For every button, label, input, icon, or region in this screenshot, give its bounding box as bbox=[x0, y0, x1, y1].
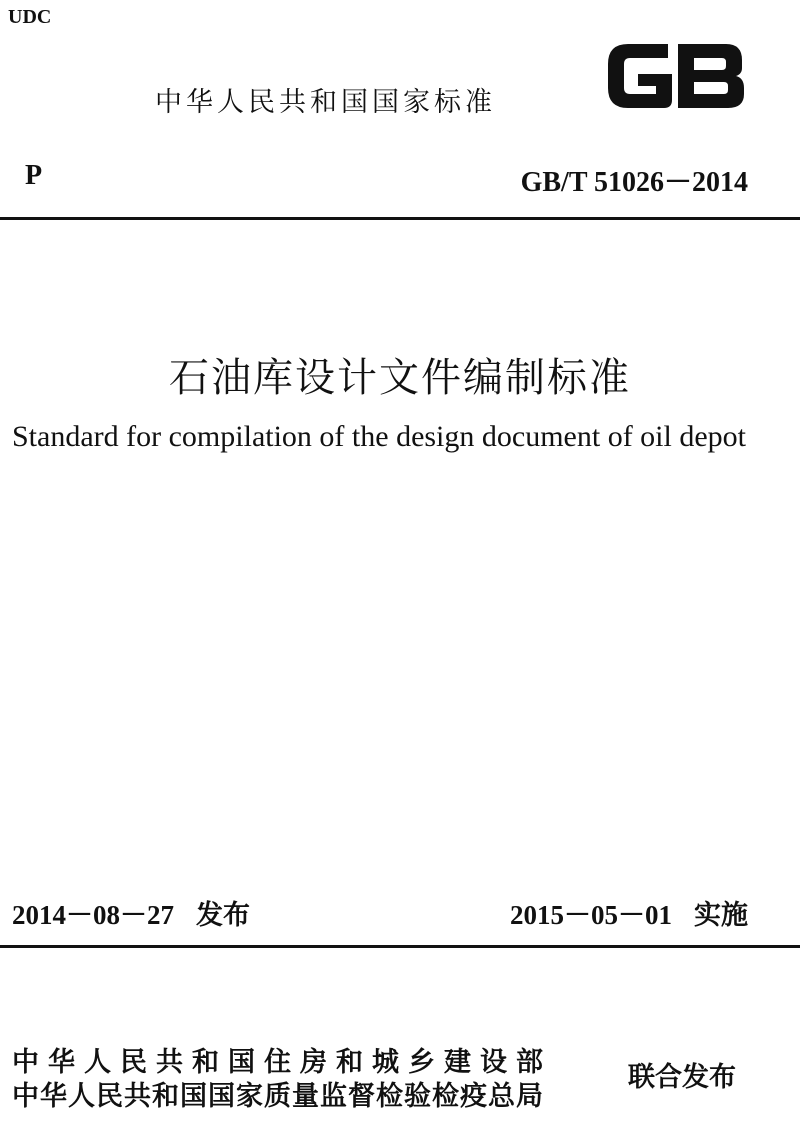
top-divider bbox=[0, 217, 800, 220]
issue-date: 2014－08－27 bbox=[12, 900, 174, 930]
bottom-divider bbox=[0, 945, 800, 948]
joint-issue-label: 联合发布 bbox=[628, 1062, 736, 1093]
issuer-aqsiq: 中华人民共和国国家质量监督检验检疫总局 bbox=[12, 1081, 544, 1112]
udc-label: UDC bbox=[8, 6, 52, 28]
gb-logo-text: GB bbox=[598, 30, 600, 31]
effective-date-line bbox=[510, 893, 748, 932]
title-chinese: 石油库设计文件编制标准 bbox=[169, 355, 631, 401]
issuer-mohurd: 中华人民共和国住房和城乡建设部 bbox=[12, 1047, 552, 1078]
effective-date: 2015－05－01 bbox=[510, 900, 672, 930]
effective-label: 实施 bbox=[694, 900, 748, 931]
title-english: Standard for compilation of the design document of oil depot bbox=[12, 420, 747, 453]
issue-date-line bbox=[12, 893, 250, 932]
national-standard-heading: 中华人民共和国国家标准 bbox=[155, 87, 496, 118]
gb-logo-icon bbox=[598, 30, 750, 120]
standard-number: GB/T 51026－2014 bbox=[520, 167, 748, 198]
category-code: P bbox=[25, 160, 43, 191]
issue-label: 发布 bbox=[196, 900, 250, 931]
